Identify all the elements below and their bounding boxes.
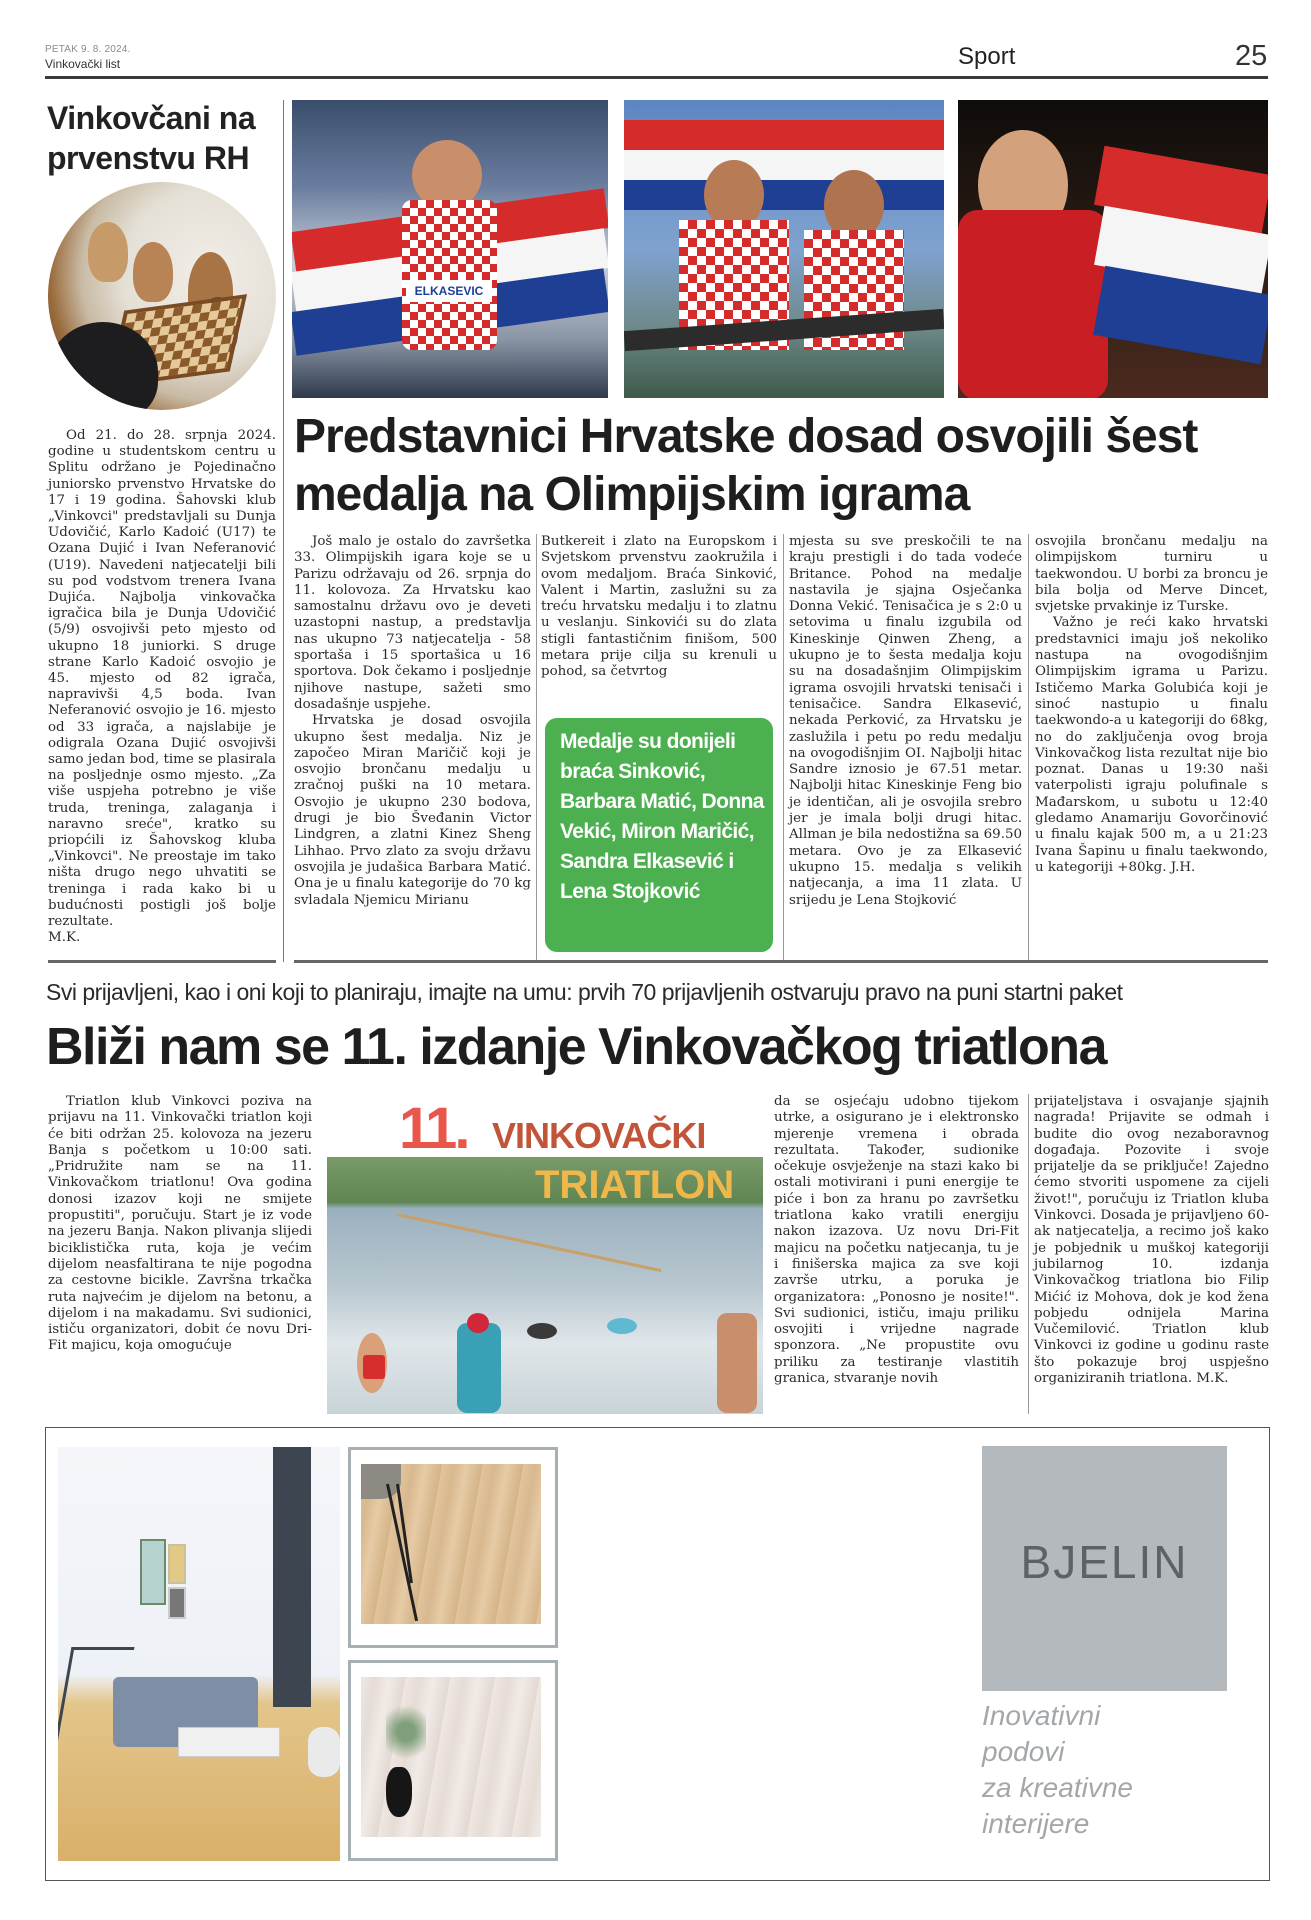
athlete-bib: ELKASEVIC [406,280,492,302]
living-room-photo [58,1447,340,1861]
paragraph: prijateljstava i osvajanje sjajnih nagrada! Prijavite se odmah i budite dio ovog nezaboravnog događaja. Pozovite i svoje prijatelje da se priključe! Zajedno ćemo stvoriti uspomene za cijeli život!", poručuju iz Triatlon kluba Vinkovci. Dosada je prijavljeno 60-ak natjecatelja, a recimo još kako je pobjednik u muškoj kategoriji jubilarnog 10. izdanja Vinkovačkog triatlona bio Filip Mićić iz Mohova, dok je kod žena pobjedu odnijela Marina Vučemilović. Triatlon klub Vinkovci iz godine u godinu raste što pokazuje broj uspješno organiziranih triatlona. M.K. [1034,1094,1269,1387]
oak-floor-photo [361,1464,541,1624]
chess-tournament-photo [48,182,276,410]
paragraph: Važno je reći kako hrvatski predstavnici imaju još nekoliko nastupa na ovogodišnjim Olimpijskim igrama u Parizu. Ističemo Marka Golubića koji je sinoć nastupio u finalu taekwondo-a u kategoriji do 68kg, no do zaključenja ovog broja Vinkovačkog lista rezultat nije bio poznat. Danas u 19:30 naši vaterpolisti igraju polufinale s Mađarskom, u subotu u 12:40 gledamo Anamariju Govorčinović u finalu kajak 500 m, a u 21:23 Ivana Šapinu u finalu taekwondo, u kategoriji +80kg. J.H. [1035,615,1268,875]
paragraph: Butkereit i zlato na Europskom i Svjetskom prvenstvu zaokružila i ovom medaljom. Braća Sinković, Valent i Martin, zaslužni su za treću hrvatsku medalju i to zlatnu u veslanju. Sinkovići su do zlata stigli fantastičnim finišom, 500 metara prije cilja su krenuli u pohod, sa četvrtog [541,534,777,680]
column-divider [536,534,537,960]
chess-article-title: Vinkovčani na prvenstvu RH [47,100,256,176]
photo-title-line-1: VINKOVAČKI [492,1115,706,1156]
photo-edition-number: 11. [399,1096,468,1161]
chess-article-author: M.K. [48,930,81,946]
tagline-line: Inovativni [982,1700,1101,1731]
triathlon-article-title: Bliži nam se 11. izdanje Vinkovačkog triatlona [46,1018,1106,1076]
tagline-line: podovi [982,1736,1065,1767]
column-divider [1028,534,1029,960]
triathlon-column-1 [48,1094,312,1355]
olympic-article-title: Predstavnici Hrvatske dosad osvojili šest medalja na Olimpijskim igrama [294,410,1198,521]
chess-article-body [48,428,276,947]
column-divider [283,100,284,962]
page-number: 25 [1235,40,1268,72]
paragraph: da se osjećaju udobno tijekom utrke, a osigurano je i elektronsko mjerenje vremena i obrada rezultata. Također, sudionike očekuje osvježenje na stazi kako bi ostali motivirani i puni energije te piće i bon za hranu po završetku triatlona kako vratili energiju nakon izazova. Uz novu Dri-Fit majicu na početku natjecanja, tu je i finišerska majica za sve koji završe utrku, a poruka je organizatora: „Ponosno je nosite!". Svi sudionici, ističu, imaju priliku osvojiti i vrijedne nagrade sponzora. „Ne propustite ovu priliku za testiranje vlastitih granica, stvaranje novih [774,1094,1019,1387]
triathlon-photo [327,1093,763,1414]
photo-sinkovic-brothers [624,100,944,398]
brand-logo: BJELIN [1020,1536,1189,1588]
paragraph: Hrvatska je dosad osvojila ukupno šest medalja. Niz je započeo Miran Maričič koji je osvojio brončanu medalju u zračnoj puški na 10 metara. Osvojio je ukupno 230 bodova, drugi je bio Šveđanin Victor Lindgren, a zlatni Kinez Sheng Lihhao. Prvo zlato za svoju državu osvojila je judašica Barbara Matić. Ona je u finalu kategorije do 70 kg svladala Njemicu Mirianu [294,713,531,908]
medal-highlight-text: Medalje su donijeli braća Sinković, Barbara Matić, Donna Vekić, Miron Maričić, Sandra Elkasević i Lena Stojković [560,730,764,903]
white-oak-floor-photo [361,1677,541,1837]
divider [48,960,276,963]
olympic-column-2 [541,534,777,681]
header-rule [45,76,1268,79]
tagline-line: za kreativne [982,1772,1133,1803]
olympic-column-4 [1035,534,1268,876]
triathlon-kicker: Svi prijavljeni, kao i oni koji to planiraju, imajte na umu: prvih 70 prijavljenih ostvaruju pravo na puni startni paket [46,979,1123,1005]
paragraph: osvojila brončanu medalju na olimpijskom turniru u taekwondou. U borbi za broncu je bila bolja od Merve Dincet, svjetske prvakinje iz Turske. [1035,534,1268,615]
issue-date: PETAK 9. 8. 2024. [45,44,131,55]
photo-title-line-2: TRIATLON [535,1163,735,1207]
divider [294,960,1268,963]
paragraph: Još malo je ostalo do završetka 33. Olimpijskih igara koje se u Parizu održavaju od 26. srpnja do 11. kolovoza. Za Hrvatsku kao samostalnu državu ovo je deveti uzastopni nastup, a predstavlja nas ukupno 73 natjecatelja - 58 sportaša i 15 sportašica u 16 sportova. Dok čekamo i posljednje njihove nastupe, sažeti smo dosadašnje uspjehe. [294,534,531,712]
advert-tagline [982,1698,1222,1842]
photo-stojkovic-flag [958,100,1268,398]
paragraph: Triatlon klub Vinkovci poziva na prijavu na 11. Vinkovački triatlon koji će biti održan 25. kolovoza na jezeru Banja s početkom u 10:00 sati. „Pridružite nam se na 11. Vinkovačkom triatlonu! Ova godina donosi izazov koji ne smijete propustiti", poručuju. Start je iz vode na jezeru Banja. Nakon plivanja slijedi biciklistička ruta, koja je većim dijelom neasfaltirana te nije pogodna za cestovne bicikle. Završna trkačka ruta najvećim je dijelom na betonu, a dijelom i na makadamu. Svi sudionici, ističu organizatori, dobit će novu Dri-Fit majicu, koja omogućuje [48,1094,312,1354]
photo-elkasevic-flag [292,100,608,398]
paragraph: mjesta su sve preskočili te na kraju prestigli i do tada vodeće Britance. Pohod na medalje nastavila je sjajna Osječanka Donna Vekić. Tenisačica je s 2:0 u setovima u finalu izgubila od Kineskinje Qinwen Zheng, a ukupno je to šesta medalja koju su na dosadašnjim Olimpijskim igrama osvojili hrvatski tenisači i tenisačice. Sandra Elkasević, nekada Perković, za Hrvatsku je zaslužila i petu po redu medalju na ovogodišnjim OI. Najbolji hitac Sandre iznosio je 67.51 metar. Najbolji hitac Kineskinje Feng bio je identičan, ali je osvojila srebro jer je imala bolji drugi hitac. Allman je bila nedostižna sa 69.50 metara. Ovo je za Elkasević ukupno 15. medalja s velikih natjecanja, a ima 11 zlata. U srijedu je Lena Stojković [789,534,1022,908]
section-title: Sport [958,43,1016,70]
newspaper-name: Vinkovački list [45,57,121,71]
column-divider [783,534,784,960]
olympic-column-1 [294,534,531,909]
chess-article-paragraph: Od 21. do 28. srpnja 2024. godine u studentskom centru u Splitu održano je Pojedinačno juniorsko prvenstvo Hrvatske do 17 i 19 godina. Šahovski klub „Vinkovci" predstavljali su Dunja Udovičić, Karlo Kadoić (U17) te Ozana Dujić i Ivan Neferanović (U19). Navedeni natjecatelji bili su pod vodstvom trenera Ivana Dujića. Najbolja vinkovačka igračica bila je Dunja Udovičić (5/9) osvojivši peto mjesto od ukupno 18 juniorki. S druge strane Karlo Kadoić osvojio je 45. mjesto od 82 igrača, napravivši 4,5 boda. Ivan Neferanović osvojio je 16. mjesto od 33 igrača, a najslabije je odigrala Ozana Dujić osvojivši samo jedan bod, time se plasirala na posljednje osmo mjesto. „Za više uspjeha potrebno je više truda, treninga, zalaganja i naravno sreće", kratko su priopćili iz Šahovskog kluba „Vinkovci". Ne preostaje im tako ništa drugo nego uhvatiti se treninga i rada kako bi u budućnosti postigli još bolje rezultate. [48,428,276,930]
column-divider [1028,1094,1029,1414]
tagline-line: interijere [982,1808,1090,1839]
triathlon-column-3 [774,1094,1019,1387]
triathlon-column-4 [1034,1094,1269,1387]
olympic-column-3 [789,534,1022,909]
